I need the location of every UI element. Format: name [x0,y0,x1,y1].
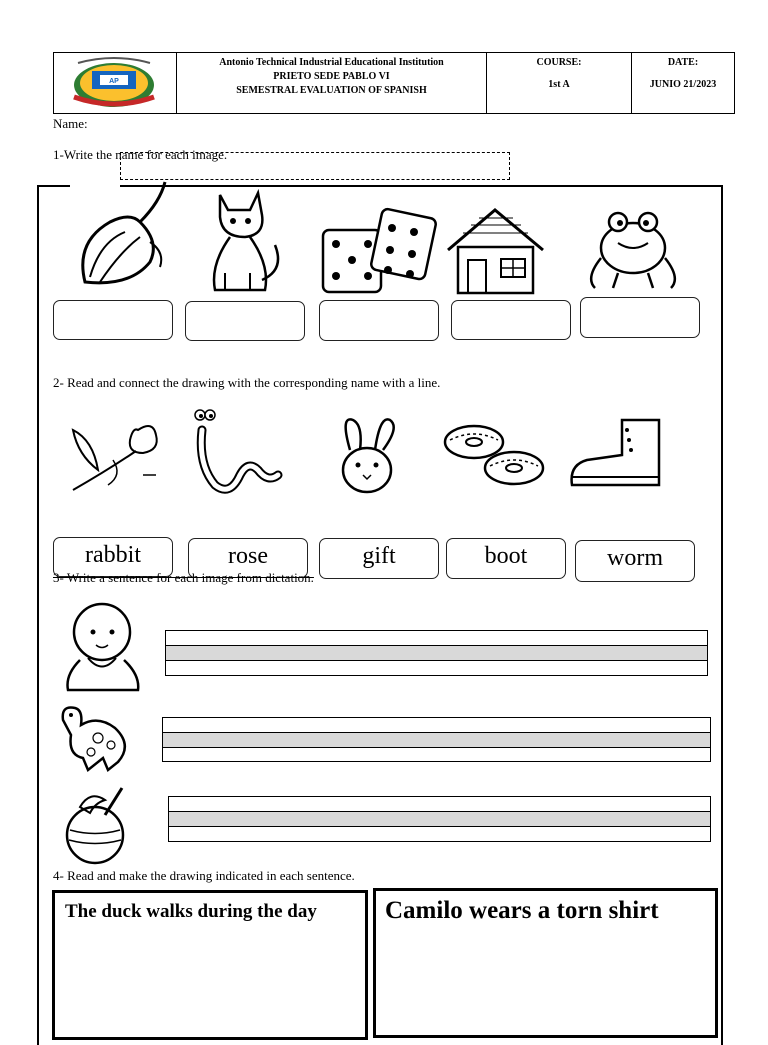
course-label: COURSE: [536,57,582,68]
writing-lines-3[interactable] [168,796,711,842]
campus-name: PRIETO SEDE PABLO VI [273,71,390,82]
date-label: DATE: [667,57,699,68]
sentence-camilo: Camilo wears a torn shirt [385,897,659,924]
baby-drawing [60,600,145,698]
frog-drawing [583,208,683,293]
answer-box-3[interactable] [319,300,439,341]
logo-cell [54,53,177,113]
institution-cell [177,53,487,113]
rabbit-drawing [325,415,410,495]
header-table [53,52,735,114]
rose-drawing [68,415,163,495]
date-value: JUNIO 21/2023 [649,79,717,90]
section3-title: 3- Write a sentence for each image from dictation. [53,570,314,585]
institution-name: Antonio Technical Industrial Educational Institution [219,57,444,68]
worm-drawing [190,405,290,497]
cat-drawing [200,185,285,297]
writing-lines-midband [169,811,710,827]
word-box-rabbit: rabbit [53,537,173,577]
dinosaur-drawing [53,700,133,775]
date-cell [632,53,734,113]
dice-drawing [318,208,438,298]
dashed-text-box [120,152,510,180]
svg-text:AP: AP [109,78,119,85]
answer-box-4[interactable] [451,300,571,340]
word-box-rose: rose [188,538,308,578]
writing-lines-midband [166,645,707,661]
school-crest-logo [54,53,177,113]
answer-box-5[interactable] [580,297,700,338]
evaluation-name: SEMESTRAL EVALUATION OF SPANISH [236,85,427,96]
word-box-boot: boot [446,538,566,579]
house-drawing [443,205,548,297]
drawing-box-duck[interactable] [52,890,368,1040]
section2-title: 2- Read and connect the drawing with the corresponding name with a line. [53,375,441,390]
course-cell [487,53,632,113]
banana-drawing [70,182,170,297]
answer-box-1[interactable] [53,300,173,340]
donuts-drawing [442,420,547,490]
word-box-gift: gift [319,538,439,579]
section1-title: 1-Write the name for each image. [53,147,228,162]
boot-drawing [567,415,665,493]
writing-lines-2[interactable] [162,717,711,762]
writing-lines-1[interactable] [165,630,708,676]
name-label: Name: [53,116,88,131]
writing-lines-midband [163,732,710,748]
word-box-worm: worm [575,540,695,582]
course-value: 1st A [548,79,570,90]
sentence-duck: The duck walks during the day [65,901,317,922]
drawing-box-camilo[interactable] [373,888,718,1038]
coconut-drink-drawing [60,785,135,865]
answer-box-2[interactable] [185,301,305,341]
section4-title: 4- Read and make the drawing indicated in each sentence. [53,868,355,883]
